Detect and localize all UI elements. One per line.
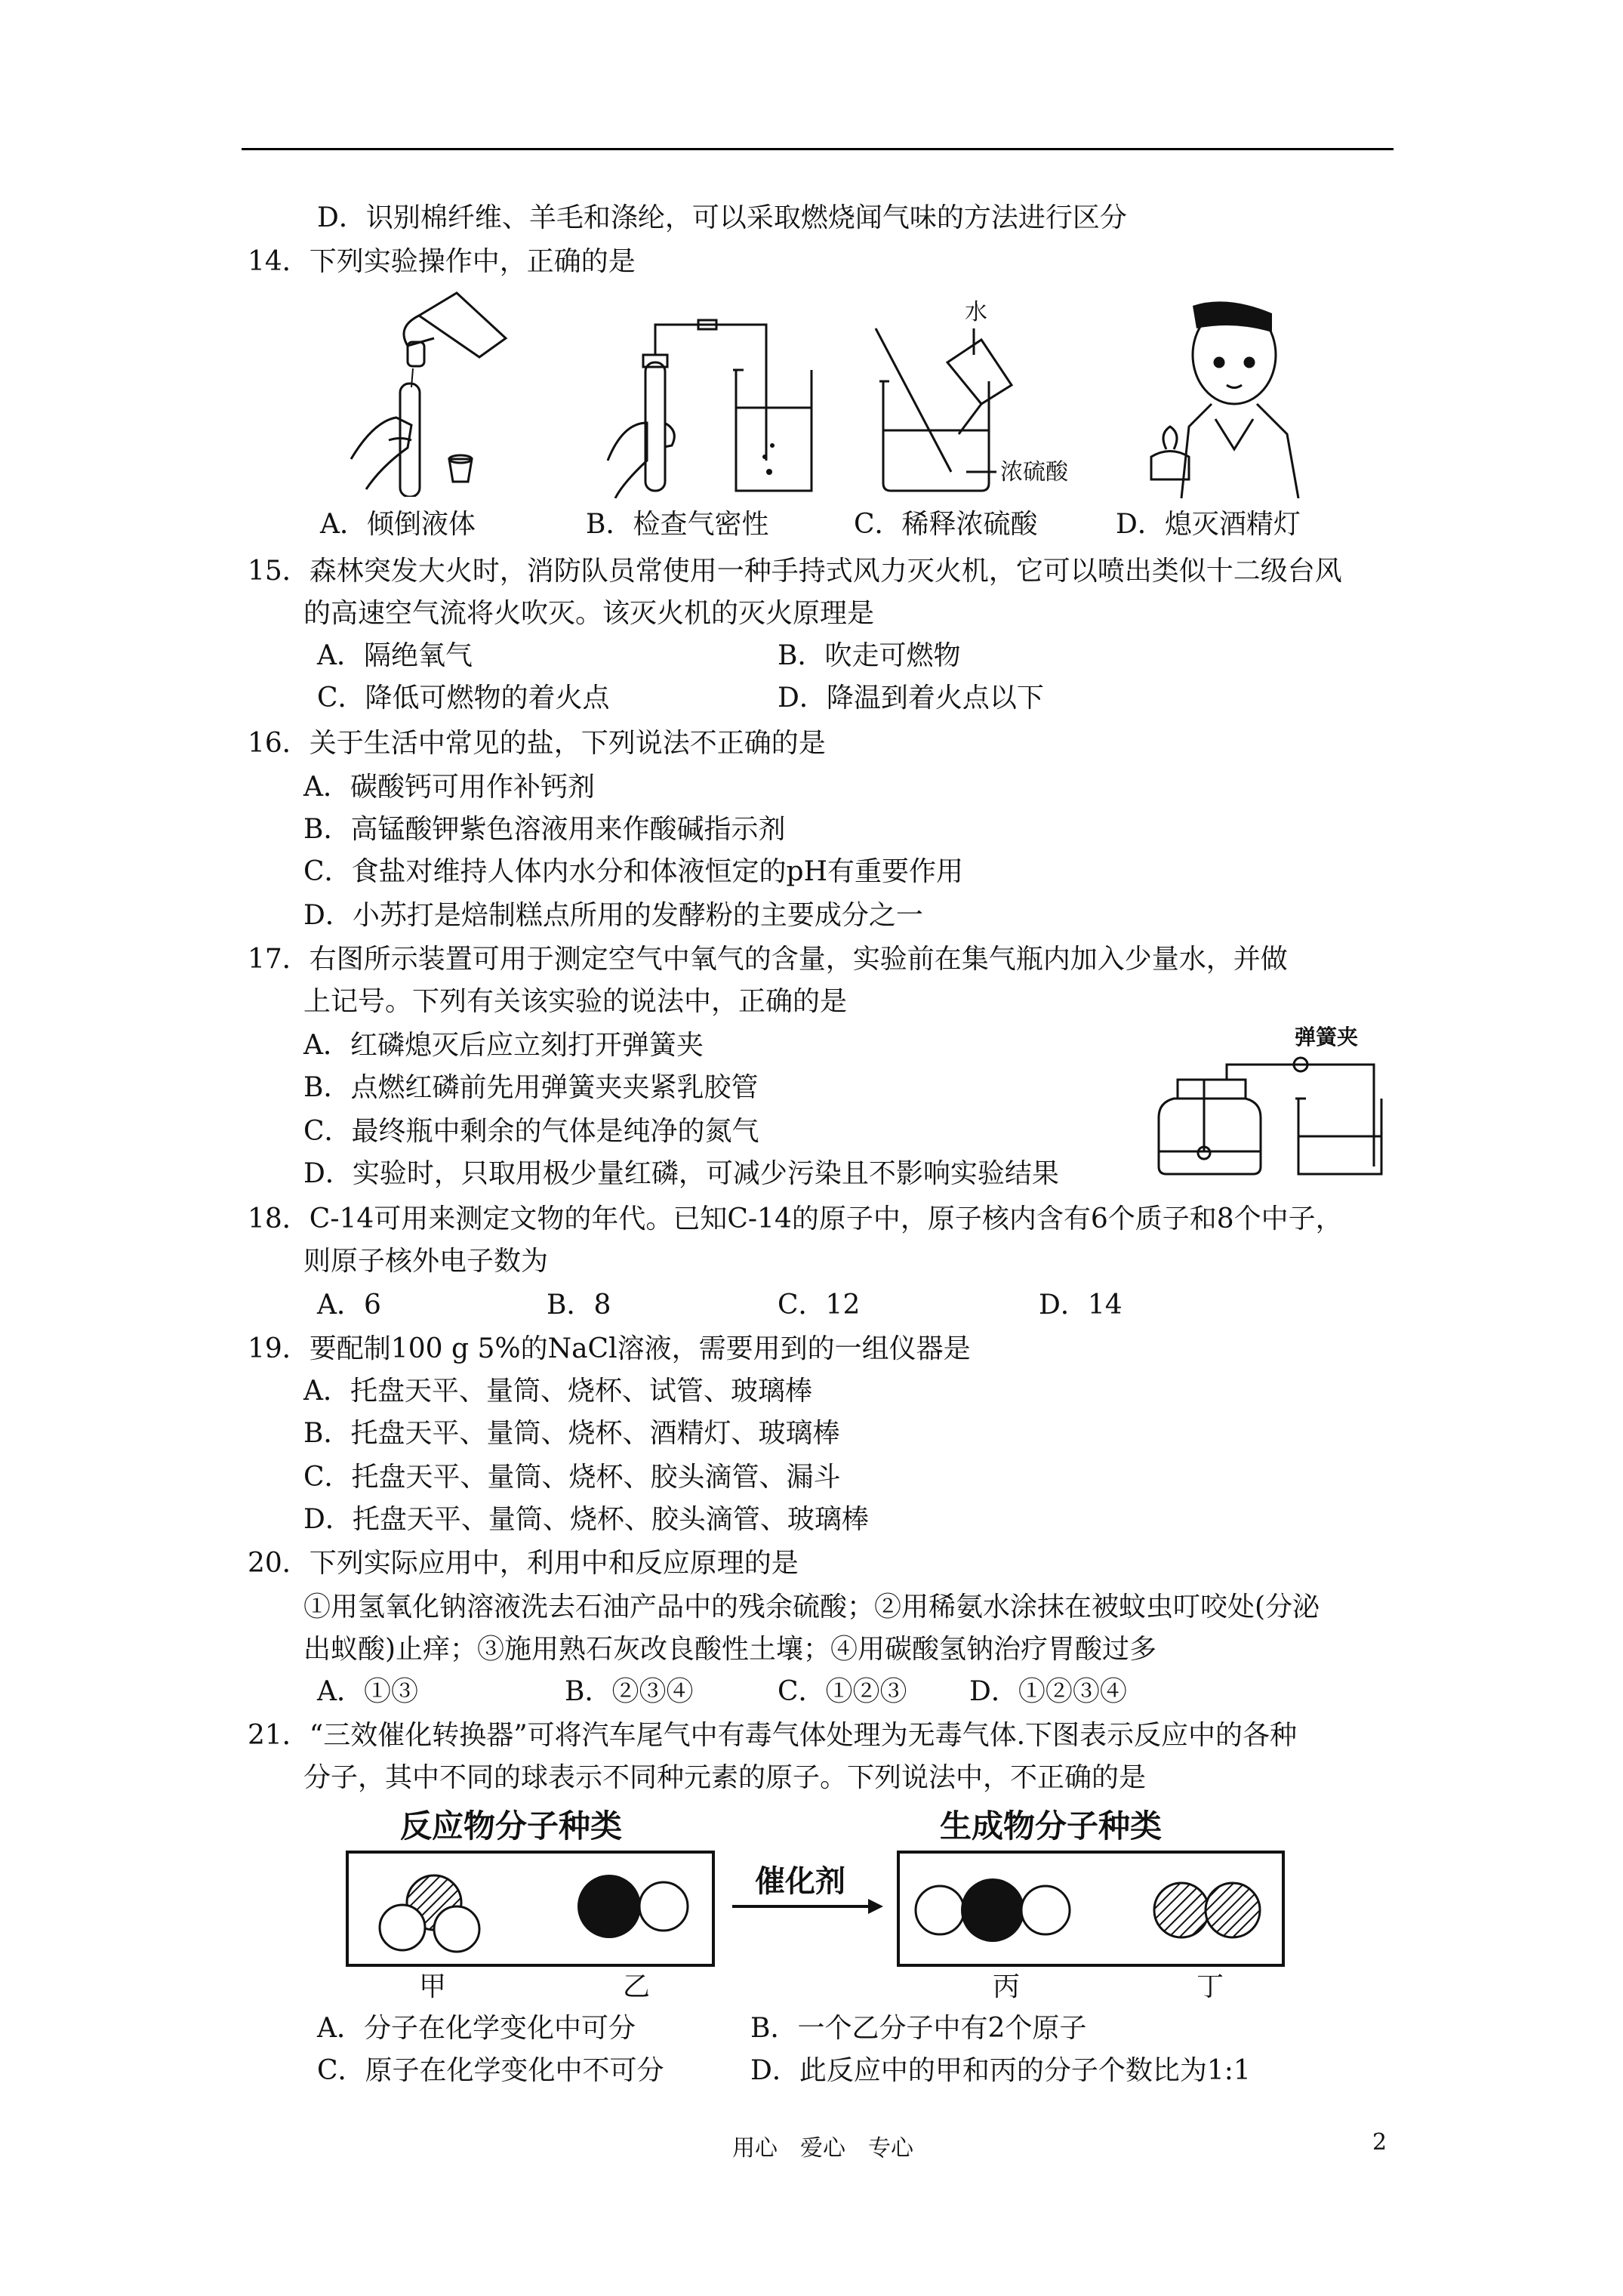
q21-molecule-yi: [577, 1875, 688, 1938]
q14-fig-a-pouring: [343, 285, 525, 497]
q20-option-b: B．②③④: [565, 1676, 694, 1707]
q20-option-d: D．①②③④: [969, 1676, 1127, 1707]
q21-reaction-arrow: [732, 1899, 883, 1914]
q21-label-yi: 乙: [623, 1971, 651, 2002]
page-number: 2: [1372, 2129, 1387, 2156]
q18-stem-2: 则原子核外电子数为: [303, 1246, 549, 1277]
q14-fig-d-boy-blowing-lamp: [1136, 298, 1317, 498]
q15-stem-1: 15．森林突发大火时，消防队员常使用一种手持式风力灭火机，它可以喷出类似十二级台风: [248, 556, 1342, 587]
q21-stem-2: 分子，其中不同的球表示不同种元素的原子。下列说法中，不正确的是: [303, 1762, 1147, 1793]
q14-fig-c-acid-label: 浓硫酸: [1000, 459, 1068, 485]
q19-option-a: A．托盘天平、量筒、烧杯、试管、玻璃棒: [303, 1376, 812, 1407]
q17-option-c: C．最终瓶中剩余的气体是纯净的氮气: [303, 1116, 759, 1147]
q21-reaction-diagram: [343, 1801, 1332, 2005]
q21-label-bing: 丙: [993, 1971, 1021, 2002]
q13-option-d: D．识别棉纤维、羊毛和涤纶，可以采取燃烧闻气味的方法进行区分: [317, 202, 1127, 233]
q21-molecule-ding: [1154, 1883, 1260, 1937]
q14-option-d: D．熄灭酒精灯: [1116, 509, 1301, 540]
q15-option-a: A．隔绝氧气: [317, 640, 473, 671]
q20-body-1: ①用氢氧化钠溶液洗去石油产品中的残余硫酸；②用稀氨水涂抹在被蚊虫叮咬处(分泌: [303, 1592, 1320, 1623]
q14-option-b: B．检查气密性: [586, 509, 769, 540]
q16-option-d: D．小苏打是焙制糕点所用的发酵粉的主要成分之一: [303, 900, 923, 931]
q17-spring-clip-label: 弹簧夹: [1295, 1025, 1359, 1049]
q21-stem-1: 21．“三效催化转换器”可将汽车尾气中有毒气体处理为无毒气体.下图表示反应中的各种: [248, 1720, 1298, 1751]
q20-option-c: C．①②③: [778, 1676, 907, 1707]
q21-option-a: A．分子在化学变化中可分: [317, 2013, 636, 2044]
q14-fig-c-water-label: 水: [965, 299, 987, 325]
q21-reactants-title: 反应物分子种类: [400, 1808, 623, 1845]
q17-apparatus-figure: [1147, 1023, 1397, 1178]
q18-option-b: B．8: [547, 1290, 611, 1321]
q21-catalyst-label: 催化剂: [755, 1864, 845, 1899]
q20-stem: 20．下列实际应用中，利用中和反应原理的是: [248, 1548, 799, 1579]
q18-option-d: D．14: [1039, 1290, 1123, 1321]
q17-stem-2: 上记号。下列有关该实验的说法中，正确的是: [303, 986, 848, 1017]
q21-label-ding: 丁: [1196, 1971, 1224, 2002]
q21-molecule-bing: [916, 1878, 1070, 1942]
q16-option-a: A．碳酸钙可用作补钙剂: [303, 772, 595, 803]
q21-label-jia: 甲: [419, 1971, 447, 2002]
q17-option-d: D．实验时，只取用极少量红磷，可减少污染且不影响实验结果: [303, 1158, 1059, 1189]
q21-molecule-jia: [380, 1875, 479, 1952]
q18-option-a: A．6: [317, 1290, 381, 1321]
q16-option-c: C．食盐对维持人体内水分和体液恒定的pH有重要作用: [303, 856, 963, 887]
q14-option-a: A．倾倒液体: [320, 509, 476, 540]
q20-option-a: A．①③: [317, 1676, 418, 1707]
q14-fig-b-airtightness: [600, 310, 819, 498]
q19-option-c: C．托盘天平、量筒、烧杯、胶头滴管、漏斗: [303, 1462, 841, 1493]
q15-option-c: C．降低可燃物的着火点: [317, 683, 610, 713]
q16-stem: 16．关于生活中常见的盐，下列说法不正确的是: [248, 728, 826, 759]
q17-option-b: B．点燃红磷前先用弹簧夹夹紧乳胶管: [303, 1072, 759, 1103]
q20-body-2: 出蚁酸)止痒；③施用熟石灰改良酸性土壤；④用碳酸氢钠治疗胃酸过多: [303, 1634, 1157, 1665]
q15-option-d: D．降温到着火点以下: [778, 683, 1044, 713]
q19-stem: 19．要配制100 g 5%的NaCl溶液，需要用到的一组仪器是: [248, 1333, 971, 1364]
q16-option-b: B．高锰酸钾紫色溶液用来作酸碱指示剂: [303, 814, 786, 845]
header-rule: [242, 148, 1394, 150]
q18-option-c: C．12: [778, 1290, 861, 1321]
q18-stem-1: 18．C-14可用来测定文物的年代。已知C-14的原子中，原子核内含有6个质子和8个中子，: [248, 1203, 1343, 1234]
q21-option-b: B．一个乙分子中有2个原子: [750, 2013, 1087, 2044]
q14-fig-d-hair: [1193, 301, 1272, 332]
q21-option-d: D．此反应中的甲和丙的分子个数比为1:1: [750, 2055, 1251, 2086]
q19-option-b: B．托盘天平、量筒、烧杯、酒精灯、玻璃棒: [303, 1418, 840, 1449]
q17-option-a: A．红磷熄灭后应立刻打开弹簧夹: [303, 1030, 704, 1061]
q14-option-c: C．稀释浓硫酸: [854, 509, 1038, 540]
q14-fig-c-dilution: [868, 298, 1079, 498]
q15-option-b: B．吹走可燃物: [778, 640, 961, 671]
q21-products-title: 生成物分子种类: [940, 1808, 1163, 1845]
q21-option-c: C．原子在化学变化中不可分: [317, 2055, 664, 2086]
q17-stem-1: 17．右图所示装置可用于测定空气中氧气的含量，实验前在集气瓶内加入少量水，并做: [248, 944, 1288, 975]
footer-motto: 用心 爱心 专心: [732, 2135, 913, 2162]
q19-option-d: D．托盘天平、量筒、烧杯、胶头滴管、玻璃棒: [303, 1504, 869, 1535]
q15-stem-2: 的高速空气流将火吹灭。该灭火机的灭火原理是: [303, 598, 875, 629]
q14-stem: 14．下列实验操作中，正确的是: [248, 246, 636, 277]
q14-fig-b-bubbles: [762, 443, 775, 475]
